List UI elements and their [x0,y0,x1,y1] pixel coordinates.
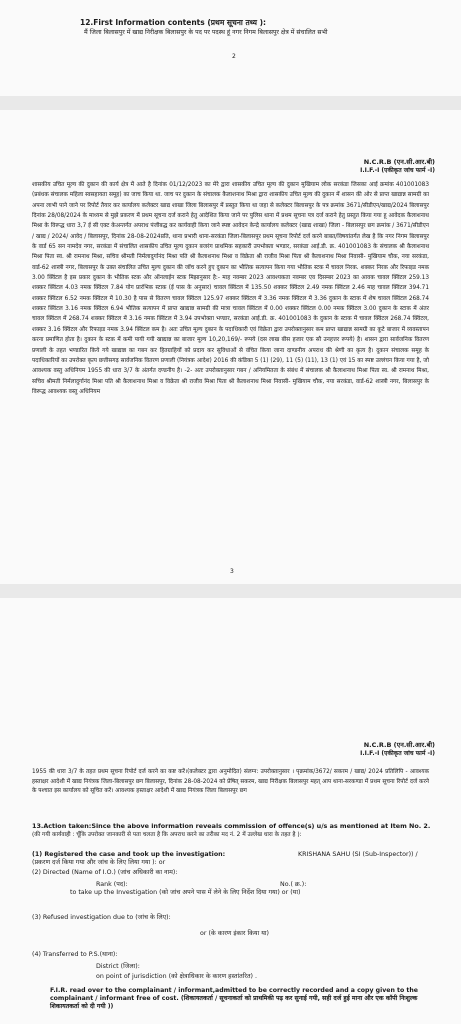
ncrb-title: N.C.R.B (एन.सी.आर.बी) [363,158,435,166]
rank-label: Rank (पद): [96,881,128,888]
ncrb-title: N.C.R.B (एन.सी.आर.बी) [363,741,435,749]
directed-io-label: (2) Directed (Name of I.O.) (जांच अधिकारी का नाम): [32,869,178,876]
registered-case-en: (1) Registered the case and took up the investigation: [32,851,226,858]
complaint-continuation-text: 1955 की धारा 3/7 के तहत प्रथम सूचना रिपोर्ट दर्ज करने का कष्ट करें।(कलेक्टर द्वारा अनुमोदित) संलग्न: उपरोक्तानुसार । पृक्रमांक/3672/ सकरम / खाद्य/ 2024 प्रतिलिपि - आवश्यक हस्ताक्षर आदेशी में खाद्य नियंत्रक जिला-बिलासपुर छग बिलासपुर, दिनांक 28-08-2024 को प्रेषित्‌ सकरम, खाद्य निरीक्षक बिलासपुर महत्‌ आप थाना-सरकण्डा में प्रथम सूचना रिपोर्ट दर्ज करने के पश्चात इस कार्यालय को सूचित करें। आवश्यक हस्ताक्षर आदेशी में खाद्य नियंत्रक जिला बिलासपुर छग [32,769,429,795]
district-label: District (जिला): [96,963,140,970]
action-taken-hindi: (की गयी कार्यवाही : चूँकि उपरोक्त जानकारी से पता चलता है कि अपराध करने का तरीका मद नं. 2 में उल्लेख धारा के तहत है ): [32,832,302,838]
first-information-heading: 12.First Information contents (प्रथम सूचना तथ्य ): [80,18,267,27]
number-label: No.( क्र.): [280,881,307,888]
action-taken-heading [32,822,432,839]
first-information-text: मैं जिला बिलासपुर में खाद्य निरीक्षक बिलासपुर के पद पर पदस्थ हूं नगर निगम बिलासपुर क्षेत्र में संचालित सभी [84,29,328,36]
ncrb-header [360,158,435,175]
complaint-body-text: शासकीय उचित मूल्य की दुकान की कार्य क्षेत्र में आते है दिनांक 01/12/2023 का मेरे द्वारा शासकीय उचित मूल्य की दुकान मुखियाम लोक सरकंडा जिसका आई क्रमांक 401001083 (प्रबंधक संचालक महिला स्वसहायता समूह) का जाच किया था. जाच पर दुकान के संचालक कैलाशनाथ मिश्रा द्वारा शासकीय उचित मूल्य की दुकान में शासन की ओर से प्राप्त खाद्यान्न सामग्री का अपना लाभी पाने जाने पर रिपोर्ट तैयार कर कार्यालय कलेक्टर खाद्य शाखा जिला बिलासपुर में प्रस्तुत किया था जहा से कलेक्टर बिलासपुर के पत्र क्रमांक 3671/सीडीएन/खाद्य/2024 बिलासपुर दिनांक 28/08/2024 के माध्यम से मुझे प्रकरण में प्रथम सूचना दर्ज कराने हेतु आदेशित किया जाने पर पुलिस थाना में प्रथम सूचना पत्र दर्ज कराने हेतु प्रस्तुत किया गया हू आवेदक कैलाशनाथ मिश्रा के विरूद्ध धारा 3,7 ई सी एक्ट केअन्तर्गत अपराध पंजीबद्ध कर कार्यवाही किया जाने स्पष्ट आवेदन केन्द्रे कार्यालय कलेक्टर (खाद्य शाखा) जिला - बिलासपुर छग क्रमांक / 3671/सीडीएन / खाद्य / 2024/ आवेद / बिलासपुर, दिनांक 28-08-2024प्रति, थाना प्रभारी थाना-सरकंडा जिला-बिलासपुर प्रथम सूचना रिपोर्ट दर्ज करने बाबत/विषयांतर्गत लेख है कि नगर निगम बिलासपुर के वार्ड 65 सन नामदेव नगर, सरकंडा में संचालित शासकीय उचित मूल्य दुकान बजरंग प्राथमिक सहकारी उपभोक्ता भण्डार, सरकंडा आई.डी. क्र. 401001083 के संचालक श्री कैलाशनाथ मिश्रा पिता स्व. श्री रामनाथ मिश्रा, सचिव श्रीमती निर्मलादुर्गानंद मिश्रा पति श्री कैलाशनाथ मिश्रा व विक्रेता श्री राजीव मिश्रा पिता श्री कैलाशनाथ मिश्रा निवासी- मुखियाम चौक, नया सरकंडा, वार्ड-62 शास्त्री नगर, बिलासपुर के उक्त संचालित उचित मूल्य दुकान की जॉच करने हुए दुकान का भौतिक सत्यापन किया गया भौतिक स्टक में चावल निरक. शक्कर निरक और रिफाइड नमक 3.00 क्विंटल है इस प्रकार दुकान के भौतिक स्टक और ऑनलाईन स्टक मिझानुसार है:- माह नवम्बर 2023 आवश्यकता नवम्बर एव दिसम्बर 2023 का आवक चावल क्विंटल 259.13 शक्कर क्विंटल 4.03 नमक क्विंटल 7.84 योग प्रारंभिक स्टाक (ई पास के अनुसार) चावल क्विंटल में 135.50 शक्कर क्विंटल 2.49 नमक क्विंटल 2.46 माह चावल क्विंटल 394.71 शक्कर क्विंटल 6.52 नमक क्विंटल में 10.30 है पास से वितरण चावल क्विंटल 125.97 शक्कर क्विंटल में 3.36 नमक क्विंटल में 3.36 दुकान के स्टाक में शेष चावल क्विंटल 268.74 शक्कर क्विंटल 3.16 नमक क्विंटल 6.94 भौतिक सत्यापन में प्राप्त खाद्यान्न सामग्री की मात्रा चावल क्विंटल में 0.00 शक्कर क्विंटल 0.00 नमक क्विंटल 3.00 दुकान के स्टाक में अंतर चावल क्विंटल में 268.74 शक्कर क्विंटल में 3.16 नमक क्विंटल में 3.94 उपभोक्ता भण्डार, सरकंडा आई.डी. क्र. 401001083 के दुकान के स्टाक में चावल क्विंटल 268.74 क्विंटल, शक्कर 3.16 क्विंटल और रिफाइड नमक 3.94 क्विंटल कम है। अतः उचित मूल्य दुकान के पदाधिकारी एवं विक्रेता द्वारा उपरोक्तानुसार कम प्राप्त खाद्यान्न सामग्री का कूटे बाजार में व्यवस्तापन करना प्रमाणित होता है। दुकान के स्टक में कमी पायी गयी खाद्यान्न का बाजार मूल्य 10,20,169/- रूपये (दस लाख बीस हजार एक सौ उनहत्तर रूपये) है। शासन द्वारा सार्वजनिक वितरण प्रणाली के तहत भण्डारित किये गये खाद्यान्न का गबन कर हितग्राहियों को प्रदाय कर सुविधाओं से वंचित किया जाना दाण्डनीय अपराध की श्रेणी का कृत्य है। दुकान संचालक समूह के पदाधिकारियों का उपरोक्त कृत्य छत्तीसगढ़ सार्वजनिक वितरण प्रणाली (नियंत्रक आदेश) 2016 की कंडिका 5 (1) (29), 11 (5) (11), 13 (1) एवं 15 का स्पष्ट उल्लंघन किया गया है, जो आवश्यक वस्तु अधिनियम 1955 की धारा 3/7 के अंतर्गत दण्डनीय है। -2- अतः उपरोक्तानुसार गबन / अनियमितता के संबंध में संचालक श्री कैलाशनाथ मिश्रा पिता स्व. श्री रामनाथ मिश्रा, सचिव श्रीमती निर्मलादुर्गानंद मिश्रा पति श्री कैलाशनाथ मिश्रा व विक्रेता श्री राजीव मिश्रा पिता श्री कैलाशनाथ मिश्रा निवासी- मुखियाम चौक, नया सरकंडा, वार्ड-62 शास्त्री नगर, बिलासपुर के विरूद्ध आवश्यक वस्तु अधिनियम [32,182,429,395]
registered-case-label [32,851,272,867]
refused-reason-or: or (के कारण इंकार किया या) [200,930,269,937]
registered-case-hindi: (प्रकरण दर्ज किया गया और जांच के लिए लिया गया ): or [32,859,166,866]
document-page-2 [0,110,461,584]
investigating-officer-value: KRISHANA SAHU (SI (Sub-Inspector)) / [298,851,418,858]
document-page-3 [0,598,461,1024]
page-number: 2 [232,53,236,60]
jurisdiction-text: on point of jurisdiction (को क्षेत्राधिकार के कारण हस्तांतरित) . [96,973,257,980]
fir-read-over-statement: F.I.R. read over to the complainant / informant,admitted to be correctly recorded and a copy given to the complainant / informant free of cost. (शिकायतकर्ता / सूचनाकर्ता को प्राथमिकी पढ़ कर सुनाई गयी, सही दर्ज हुई माना और एक कॉपी निःशुल्क शिकायतकर्ता को दी गयी )) [50,987,418,1011]
ncrb-header [360,741,435,758]
transferred-ps-label: (4) Transferred to P.S.(थाना): [32,951,118,958]
page-number: 3 [230,568,234,575]
iif-title: I.I.F.-I (एकीकृत जांच फार्म -I) [360,166,435,174]
action-taken-label: 13.Action taken:Since the above information reveals commission of offence(s) u/s as mentioned at Item No. 2. [32,822,431,830]
iif-title: I.I.F.-I (एकीकृत जांच फार्म -I) [360,749,435,757]
document-page-1 [0,0,461,96]
take-up-investigation-text: to take up the Investigation (को जांच अपने पास में लेने के लिए निर्देश दिया गया) or (या) [70,889,301,896]
refused-investigation-label: (3) Refused investigation due to (जांच के लिए): [32,914,171,921]
